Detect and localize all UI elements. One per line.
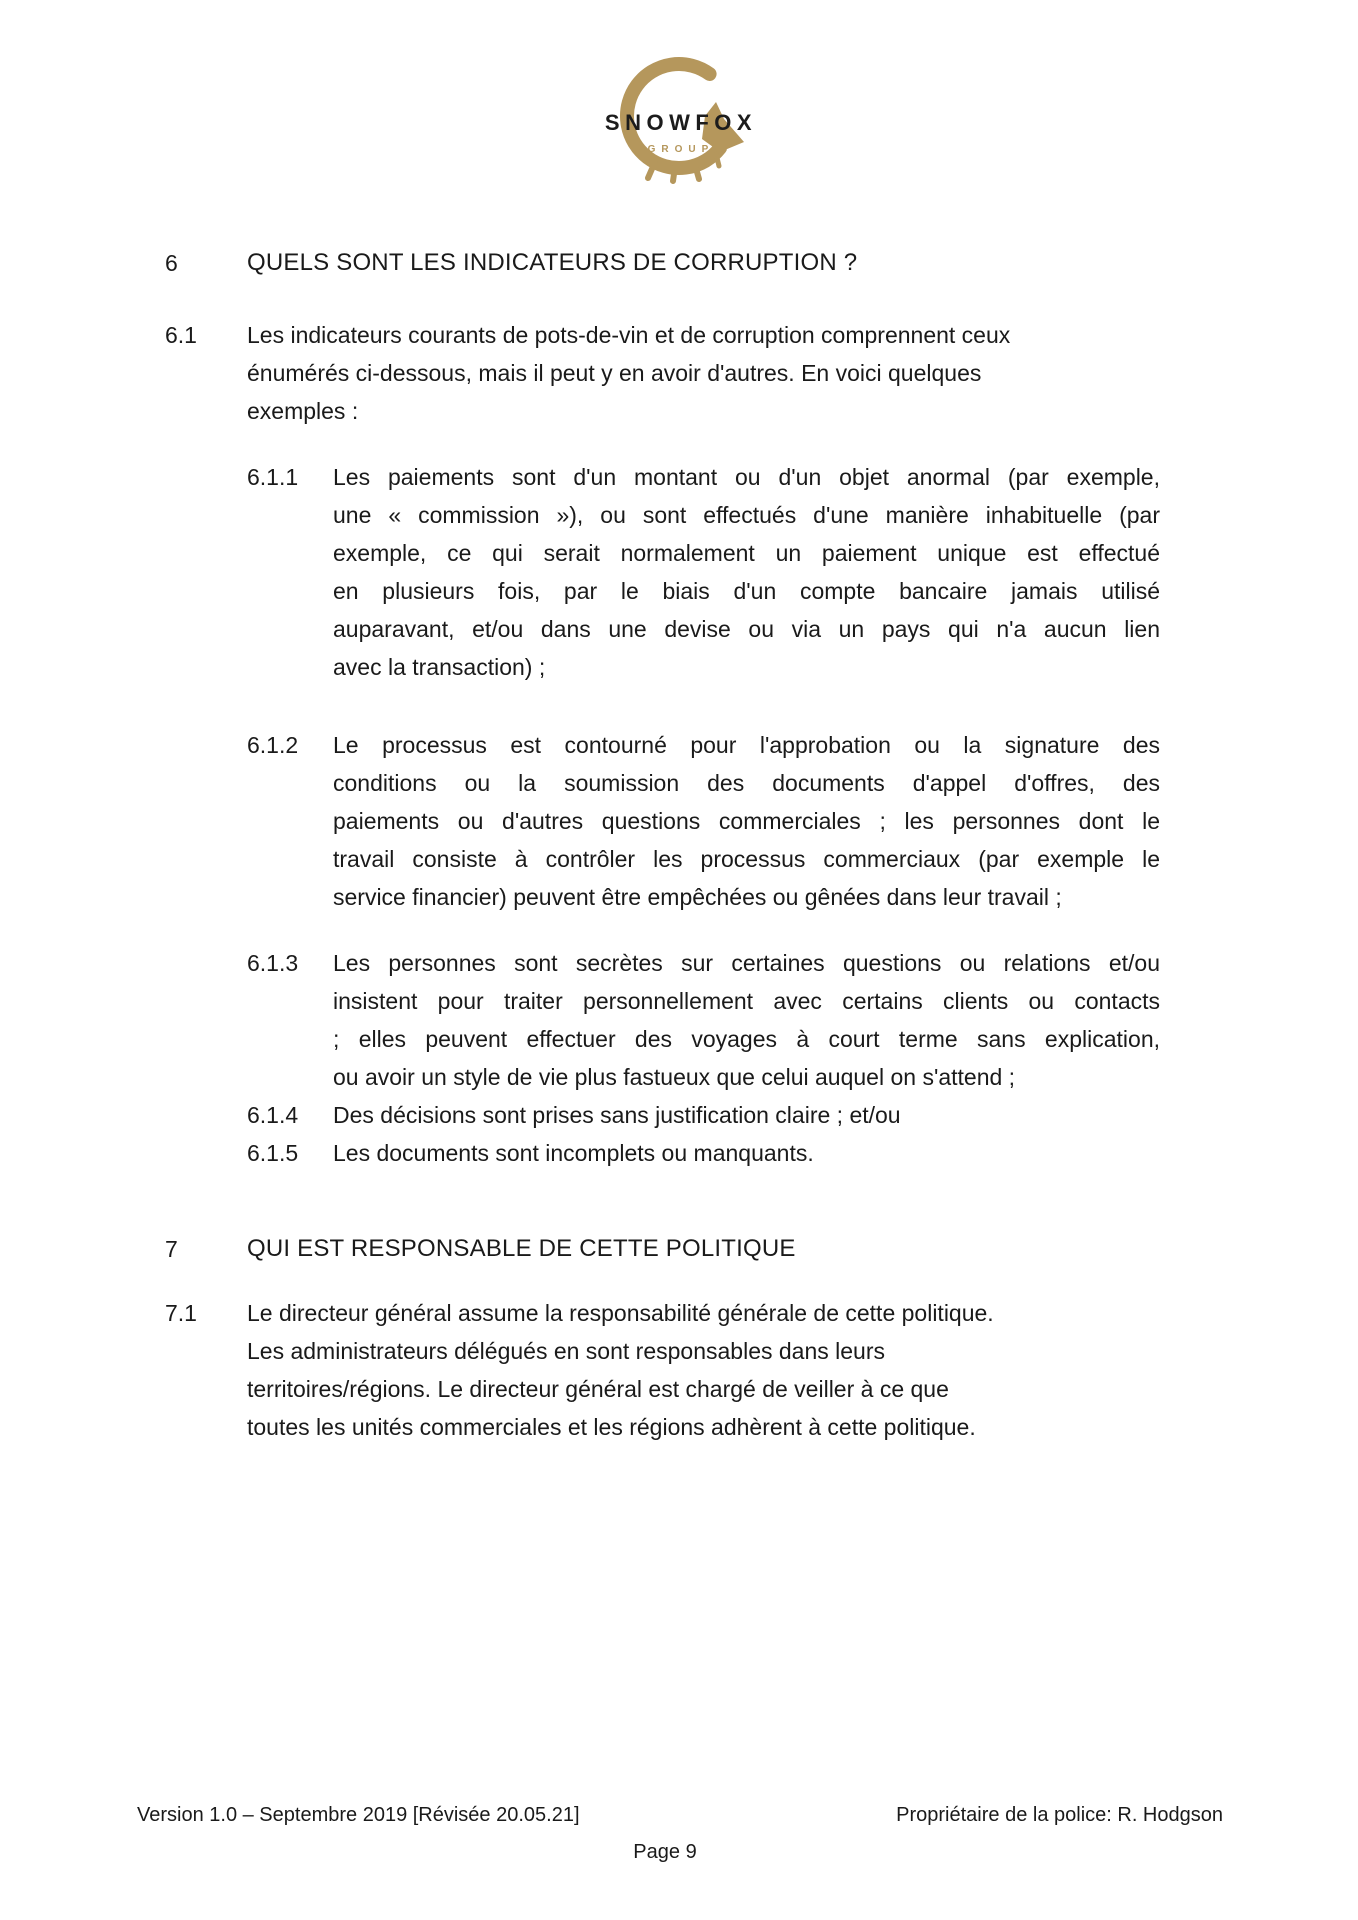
text-line: Des décisions sont prises sans justification claire ; et/ou	[333, 1102, 901, 1128]
list-item-6-1-5	[247, 1134, 1160, 1172]
text-line: territoires/régions. Le directeur général est chargé de veiller à ce que	[247, 1376, 949, 1402]
section-6-heading	[165, 244, 1160, 282]
text-line: Le processus est contourné pour l'approbation ou la signature des	[333, 732, 1160, 758]
text-line: ; elles peuvent effectuer des voyages à court terme sans explication,	[333, 1026, 1160, 1052]
text-line: auparavant, et/ou dans une devise ou via un pays qui n'a aucun lien	[333, 616, 1160, 642]
text-line: en plusieurs fois, par le biais d'un compte bancaire jamais utilisé	[333, 578, 1160, 604]
item-number: 6.1.3	[247, 950, 299, 976]
text-line: service financier) peuvent être empêchées ou gênées dans leur travail ;	[333, 884, 1062, 910]
paragraph-text	[247, 1294, 1160, 1446]
page-number: Page 9	[633, 1841, 697, 1863]
item-number: 6.1.4	[247, 1102, 299, 1128]
fox-circle-logo-icon	[599, 46, 759, 186]
text-line: Les personnes sont secrètes sur certaines questions ou relations et/ou	[333, 950, 1160, 976]
item-text	[333, 944, 1160, 1096]
item-text	[333, 458, 1160, 686]
item-number: 6.1.2	[247, 732, 299, 758]
section-title: QUELS SONT LES INDICATEURS DE CORRUPTION ?	[247, 249, 858, 276]
text-line: insistent pour traiter personnellement avec certains clients ou contacts	[333, 988, 1160, 1014]
section-7-heading	[165, 1230, 1160, 1268]
list-item-6-1-1	[247, 458, 1160, 686]
text-line: Les administrateurs délégués en sont responsables dans leurs	[247, 1338, 885, 1364]
paragraph-number: 6.1	[165, 322, 197, 348]
text-line: Les paiements sont d'un montant ou d'un objet anormal (par exemple,	[333, 464, 1160, 490]
paragraph-text	[247, 316, 1160, 430]
footer-version-text: Version 1.0 – Septembre 2019 [Révisée 20.05.21]	[137, 1804, 580, 1826]
list-item-6-1-2	[247, 726, 1160, 916]
text-line: avec la transaction) ;	[333, 654, 546, 680]
paragraph-7-1	[165, 1294, 1160, 1446]
text-line: une « commission »), ou sont effectués d'une manière inhabituelle (par	[333, 502, 1160, 528]
logo-brand-text: SNOWFOX	[604, 110, 758, 135]
text-line: toutes les unités commerciales et les régions adhèrent à cette politique.	[247, 1414, 976, 1440]
section-number: 6	[165, 250, 178, 276]
text-line: ou avoir un style de vie plus fastueux que celui auquel on s'attend ;	[333, 1064, 1016, 1090]
text-line: Les documents sont incomplets ou manquants.	[333, 1140, 814, 1166]
text-line: travail consiste à contrôler les processus commerciaux (par exemple le	[333, 846, 1160, 872]
item-text	[333, 1096, 1160, 1134]
item-number: 6.1.1	[247, 464, 299, 490]
item-text	[333, 726, 1160, 916]
text-line: Les indicateurs courants de pots-de-vin et de corruption comprennent ceux	[247, 322, 1011, 348]
section-title: QUI EST RESPONSABLE DE CETTE POLITIQUE	[247, 1235, 796, 1262]
item-text	[333, 1134, 1160, 1172]
paragraph-number: 7.1	[165, 1300, 197, 1326]
footer-owner-text: Propriétaire de la police: R. Hodgson	[896, 1804, 1223, 1826]
text-line: énumérés ci-dessous, mais il peut y en avoir d'autres. En voici quelques	[247, 360, 982, 386]
text-line: paiements ou d'autres questions commerciales ; les personnes dont le	[333, 808, 1160, 834]
text-line: conditions ou la soumission des documents d'appel d'offres, des	[333, 770, 1160, 796]
section-number: 7	[165, 1236, 178, 1262]
text-line: exemples :	[247, 398, 359, 424]
logo-group-text: GROUP	[647, 144, 715, 155]
list-item-6-1-3	[247, 944, 1160, 1096]
page-footer	[137, 1803, 1223, 1827]
paragraph-6-1	[165, 316, 1160, 430]
item-number: 6.1.5	[247, 1140, 299, 1166]
list-item-6-1-4	[247, 1096, 1160, 1134]
text-line: Le directeur général assume la responsabilité générale de cette politique.	[247, 1300, 994, 1326]
snowfox-logo	[599, 46, 759, 186]
text-line: exemple, ce qui serait normalement un paiement unique est effectué	[333, 540, 1160, 566]
